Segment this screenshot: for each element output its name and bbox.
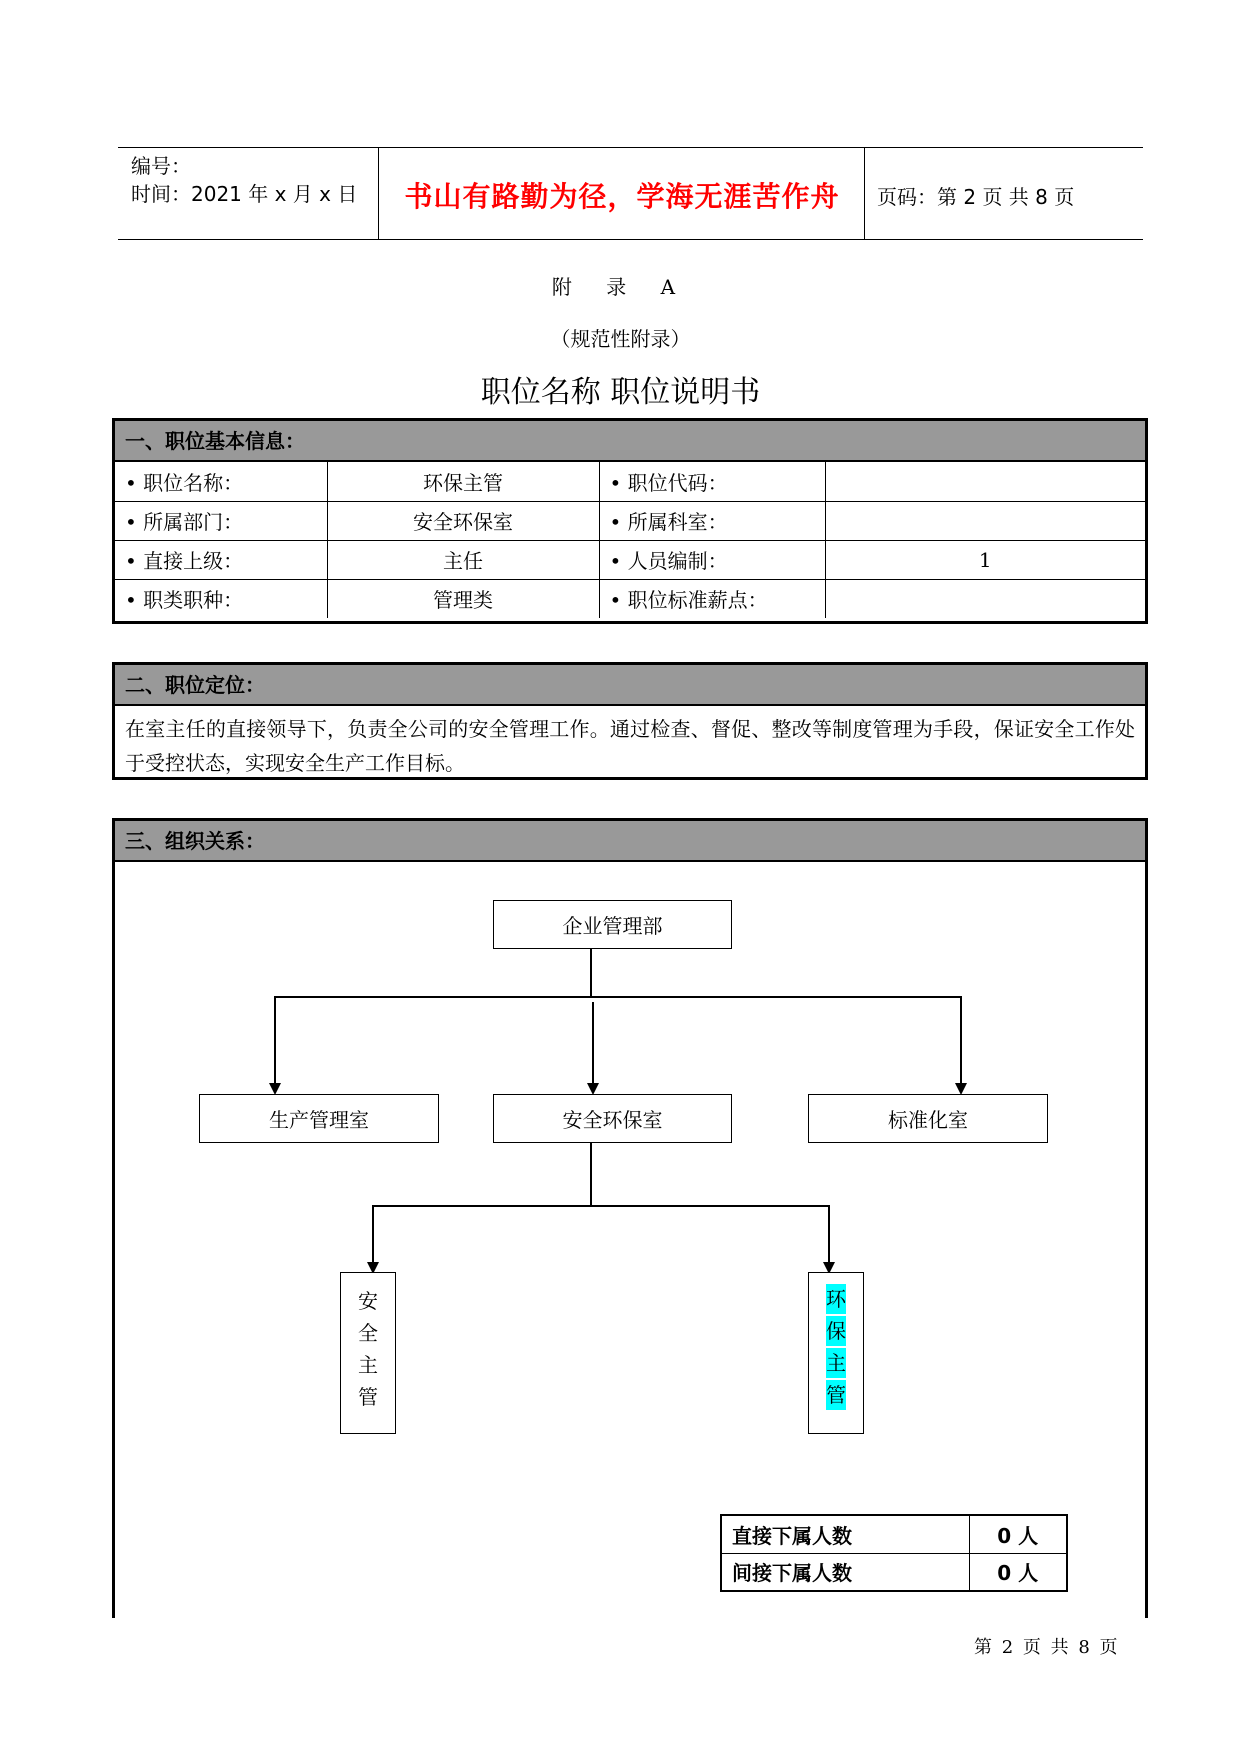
field-label: • 职位名称： bbox=[115, 462, 327, 501]
org-node-safety-env: 安全环保室 bbox=[493, 1094, 732, 1143]
table-row bbox=[115, 462, 1145, 501]
field-label: • 职位标准薪点： bbox=[599, 579, 825, 618]
node-char-highlighted: 管 bbox=[826, 1380, 846, 1410]
org-node-production: 生产管理室 bbox=[199, 1094, 439, 1143]
header-divider-right bbox=[864, 147, 865, 239]
header-bottom-rule bbox=[118, 239, 1143, 240]
field-value: 安全环保室 bbox=[327, 501, 599, 540]
field-value bbox=[825, 501, 1145, 540]
table-row bbox=[721, 1553, 1067, 1591]
field-label: • 职位代码： bbox=[599, 462, 825, 501]
table-row bbox=[721, 1515, 1067, 1553]
org-node-top: 企业管理部 bbox=[493, 900, 732, 949]
basic-info-table bbox=[115, 462, 1145, 618]
node-char: 全 bbox=[358, 1321, 378, 1345]
field-label: • 职类职种： bbox=[115, 579, 327, 618]
connector bbox=[828, 1205, 830, 1263]
field-label: • 人员编制： bbox=[599, 540, 825, 579]
table-row bbox=[115, 501, 1145, 540]
field-label: • 直接上级： bbox=[115, 540, 327, 579]
subordinate-value: 0 人 bbox=[969, 1553, 1067, 1591]
org-node-safety-supervisor bbox=[340, 1272, 396, 1434]
footer-page-number: 第 2 页 共 8 页 bbox=[974, 1637, 1120, 1658]
node-char-highlighted: 保 bbox=[826, 1316, 846, 1346]
field-value: 环保主管 bbox=[327, 462, 599, 501]
field-value: 主任 bbox=[327, 540, 599, 579]
node-char: 管 bbox=[358, 1385, 378, 1409]
subordinates-table bbox=[720, 1514, 1068, 1592]
header-motto: 书山有路勤为径，学海无涯苦作舟 bbox=[404, 180, 840, 213]
field-value bbox=[825, 579, 1145, 618]
org-heading: 三、组织关系： bbox=[115, 821, 1145, 862]
appendix-subtitle: （规范性附录） bbox=[550, 327, 691, 351]
header-divider-left bbox=[378, 147, 379, 239]
subordinate-value: 0 人 bbox=[969, 1515, 1067, 1553]
org-node-standardization: 标准化室 bbox=[808, 1094, 1048, 1143]
field-value bbox=[825, 462, 1145, 501]
table-row bbox=[115, 579, 1145, 618]
field-label: • 所属部门： bbox=[115, 501, 327, 540]
node-char: 安 bbox=[358, 1289, 378, 1313]
field-value: 管理类 bbox=[327, 579, 599, 618]
connector bbox=[960, 996, 962, 1084]
subordinate-label: 直接下属人数 bbox=[721, 1515, 969, 1553]
connector bbox=[274, 996, 962, 998]
doc-number-label: 编号： bbox=[131, 154, 191, 178]
doc-time: 时间：2021 年 x 月 x 日 bbox=[131, 182, 358, 206]
connector bbox=[590, 949, 592, 997]
node-char-highlighted: 环 bbox=[826, 1284, 846, 1314]
positioning-heading: 二、职位定位： bbox=[115, 665, 1145, 706]
connector bbox=[590, 1143, 592, 1206]
page-code: 页码：第 2 页 共 8 页 bbox=[877, 185, 1075, 209]
header-top-rule bbox=[118, 147, 1143, 148]
org-node-env-supervisor bbox=[808, 1272, 864, 1434]
connector bbox=[372, 1205, 830, 1207]
basic-info-heading: 一、职位基本信息： bbox=[115, 421, 1145, 462]
node-char: 主 bbox=[358, 1353, 378, 1377]
connector bbox=[274, 996, 276, 1084]
field-value: 1 bbox=[825, 540, 1145, 579]
table-row bbox=[115, 540, 1145, 579]
connector bbox=[372, 1205, 374, 1263]
positioning-section bbox=[112, 662, 1148, 780]
subordinate-label: 间接下属人数 bbox=[721, 1553, 969, 1591]
basic-info-section bbox=[112, 418, 1148, 624]
node-char-highlighted: 主 bbox=[826, 1348, 846, 1378]
page-title: 职位名称 职位说明书 bbox=[480, 375, 761, 410]
connector bbox=[592, 1002, 594, 1084]
positioning-text: 在室主任的直接领导下，负责全公司的安全管理工作。通过检查、督促、整改等制度管理为手段，保证安全工作处于受控状态，实现安全生产工作目标。 bbox=[125, 717, 1135, 775]
field-label: • 所属科室： bbox=[599, 501, 825, 540]
appendix-title: 附 录 A bbox=[551, 275, 690, 299]
